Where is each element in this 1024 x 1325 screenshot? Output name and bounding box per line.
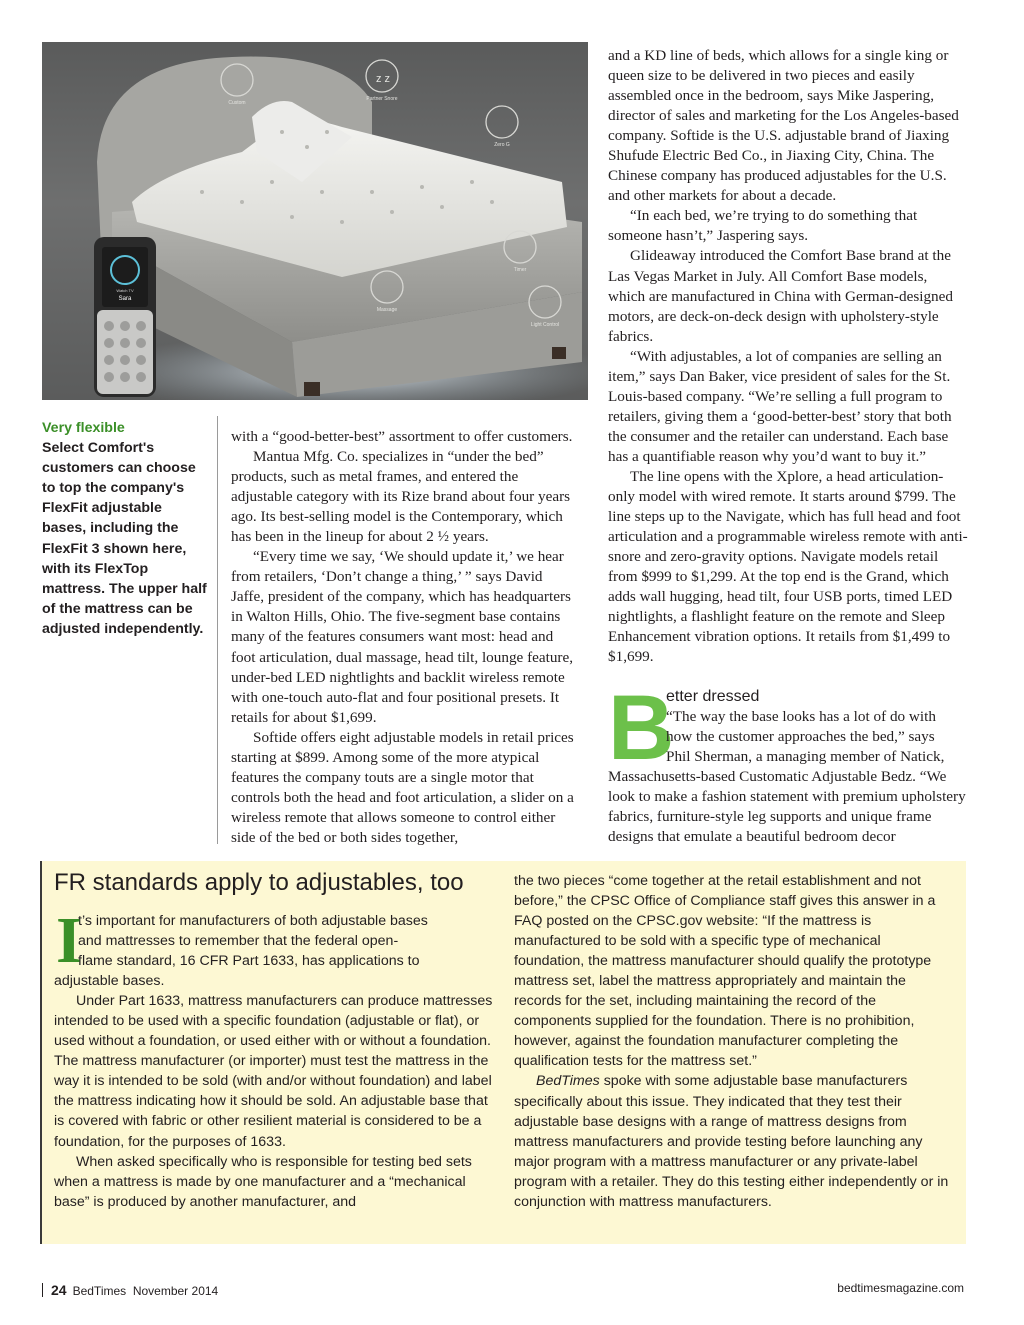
section-heading: etter dressed bbox=[666, 688, 760, 705]
article-column-right bbox=[608, 46, 968, 667]
mid-para-4: Softide offers eight adjustable models in retail prices starting at $899. Among some of the more atypical features the company touts are a single motor that controls both the head and foot articulation, a slider on a wireless remote that allows someone to control either side of the bed or both sides together, bbox=[231, 728, 574, 846]
mid-para-1: with a “good-better-best” assortment to offer customers. bbox=[231, 428, 573, 445]
svg-text:Light Control: Light Control bbox=[530, 322, 560, 328]
sidebar-right-para-1: the two pieces “come together at the retail establishment and not before,” the CPSC Office of Compliance staff gives this answer in a FAQ posted on the CPSC.gov website: “If the mattress is manufactured to be sold with a specific type of mechanical foundation, the mattress manufacturer should qualify the prototype mattress set, label the mattress appropriately and maintain the records for the set, including maintaining the record of the components supplied for the foundation. There is no prohibition, however, against the foundation manufacturer completing the qualification tests for the mattress set.” bbox=[514, 873, 936, 1070]
svg-text:Partner Snore: Partner Snore bbox=[366, 96, 398, 102]
caption-title: Very flexible bbox=[42, 420, 125, 436]
fr-standards-sidebar bbox=[40, 861, 966, 1244]
footer-bar bbox=[42, 1283, 43, 1297]
sidebar-line-1: t’s important for manufacturers of both adjustable bases bbox=[78, 913, 428, 929]
better-line-3: Phil Sherman, a managing member of Natick, bbox=[666, 748, 945, 766]
right-para-3: Glideaway introduced the Comfort Base brand at the Las Vegas Market in July. All Comfort Base models, which are manufactured in China with German-designed motors, are deck-on-deck design with upholstery-style fabrics. bbox=[608, 247, 953, 345]
bed-photo bbox=[42, 42, 588, 400]
sidebar-line-2: and mattresses to remember that the federal open- bbox=[78, 933, 399, 950]
sidebar-column-left bbox=[54, 904, 494, 1212]
footer-issue: November 2014 bbox=[132, 1284, 219, 1298]
svg-text:Zero G: Zero G bbox=[494, 142, 510, 148]
sidebar-left-para-1: Under Part 1633, mattress manufacturers can produce mattresses intended to be used with a specific foundation (adjustable or flat), or used without a foundation, or used either with or without a foundation. The mattress manufacturer (or importer) must test the mattress in the way it is intended to be sold (with and/or without foundation) and label the mattress indicating how it should be sold. An adjustable base that is covered with fabric or other resilient material is considered to be a foundation, for the purposes of 1633. bbox=[54, 993, 493, 1150]
svg-text:Timer: Timer bbox=[513, 267, 527, 273]
footer-publication: BedTimes bbox=[72, 1284, 127, 1298]
publication-italic: BedTimes bbox=[536, 1073, 600, 1090]
right-para-5: The line opens with the Xplore, a head articulation-only model with wired remote. It starts around $799. The line steps up to the Navigate, which has full head and foot articulation and a programmable wireless remote with anti-snore and zero-gravity options. Navigate models retail from $999 to $1,299. At the top end is the Grand, which adds wall hugging, head tilt, four USB ports, timed LED nightlights, a flashlight feature on the remote and Sleep Enhancement vibration options. It retails from $1,499 to $1,699. bbox=[608, 467, 968, 666]
better-rest: Massachusetts-based Customatic Adjustable Bedz. “We look to make a fashion statement with premium upholstery fabrics, furniture-style leg supports and unique frame designs that emulate a beautiful bedroom decor bbox=[608, 768, 966, 846]
sidebar-line-4: adjustable bases. bbox=[54, 973, 165, 990]
sidebar-left-para-2: When asked specifically who is responsible for testing bed sets when a mattress is made by one manufacturer and a “mechanical base” is produced by another manufacturer, and bbox=[54, 1153, 472, 1210]
sidebar-right-para-2-text: spoke with some adjustable base manufacturers specifically about this issue. They indicated that they test their adjustable base designs with a range of mattress designs from mattress manufacturers and provide testing before launching any major program with a mattress manufacturer or any private-label program with a retailer. They do this testing either independently or in conjunction with mattress manufacturers. bbox=[514, 1073, 949, 1210]
photo-caption bbox=[42, 418, 208, 639]
mid-para-2: Mantua Mfg. Co. specializes in “under the bed” products, such as metal frames, and entered the adjustable category with its Rize brand about four years ago. Its best-selling model is the Contemporary, which has been in the lineup for about 2 ½ years. bbox=[231, 448, 571, 546]
better-line-1: “The way the base looks has a lot of do with bbox=[666, 708, 936, 725]
dropcap-b: B bbox=[608, 677, 675, 779]
sidebar-column-right bbox=[514, 871, 954, 1212]
remote-time: Watch TV bbox=[116, 288, 134, 293]
right-para-4: “With adjustables, a lot of companies are selling an item,” says Dan Baker, vice president of sales for the St. Louis-based company. “We’re selling a full program to retailers, giving them a ‘good-better-best’ story that both the consumer and the retailer can understand. Each base has a quantifiable reason why you’d want to buy it.” bbox=[608, 347, 952, 465]
right-para-1: and a KD line of beds, which allows for a single king or queen size to be delivered in two pieces and easily assembled once in the bedroom, says Mike Jaspering, director of sales and marketing for the Los Angeles-based company. Softide is the U.S. adjustable brand of Jiaxing Shufude Electric Bed Co., in Jiaxing City, China. The Chinese company has produced adjustables for the U.S. and other markets for about a decade. bbox=[608, 47, 959, 205]
better-line-2: how the customer approaches the bed,” says bbox=[666, 728, 935, 746]
caption-divider bbox=[217, 416, 218, 844]
svg-text:z z: z z bbox=[376, 73, 391, 85]
caption-body: Select Comfort's customers can choose to top the company's FlexFit adjustable bases, including the FlexFit 3 shown here, with its FlexTop mattress. The upper half of the mattress can be adjusted independently. bbox=[42, 440, 207, 637]
mid-para-3: “Every time we say, ‘We should update it,’ we hear from retailers, ‘Don’t change a thing,’ ” says David Jaffe, president of the company, which has headquarters in Walton Hills, Ohio. The five-segment base contains many of the features consumers want most: head and foot articulation, dual massage, head tilt, lounge feature, under-bed LED nightlights and backlit wireless remote with one-touch auto-flat and four positional presets. It retails for about $1,699. bbox=[231, 548, 574, 726]
footer-left bbox=[42, 1282, 218, 1298]
svg-text:Massage: Massage bbox=[376, 307, 398, 313]
dropcap-i: I bbox=[56, 904, 82, 977]
sidebar-line-3: flame standard, 16 CFR Part 1633, has applications to bbox=[78, 953, 420, 970]
remote-name: Sara bbox=[118, 296, 132, 302]
sidebar-title: FR standards apply to adjustables, too bbox=[54, 869, 464, 896]
footer-website[interactable]: bedtimesmagazine.com bbox=[837, 1281, 964, 1295]
sidebar-right-para-2 bbox=[514, 1071, 954, 1211]
better-dressed-body bbox=[608, 707, 968, 847]
right-para-2: “In each bed, we’re trying to do something that someone hasn’t,” Jaspering says. bbox=[608, 207, 918, 245]
page-number: 24 bbox=[51, 1282, 67, 1298]
article-column-middle bbox=[231, 427, 579, 848]
svg-text:Custom: Custom bbox=[228, 100, 246, 106]
